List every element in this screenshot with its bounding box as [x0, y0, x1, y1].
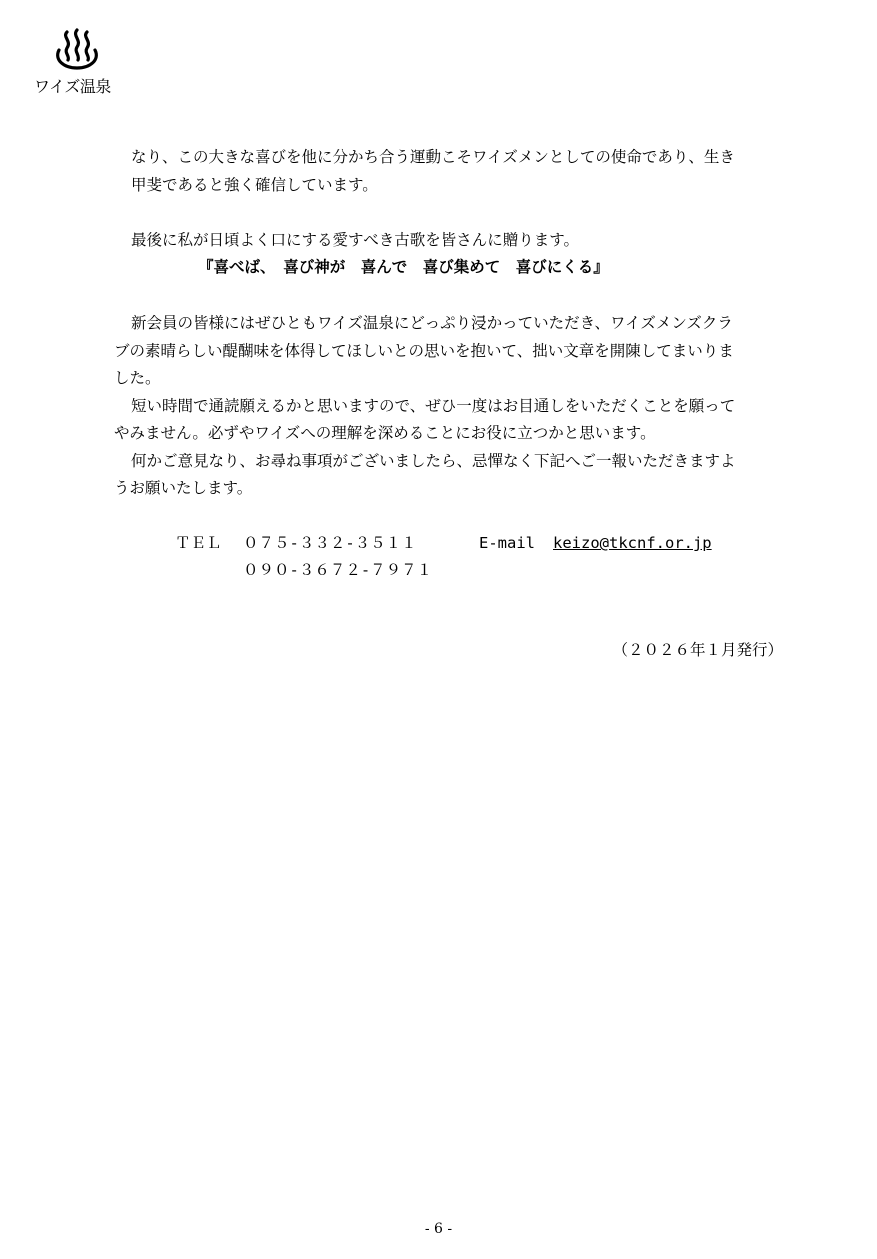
tel-label: ＴＥＬ — [175, 534, 222, 552]
paragraph-4-line-2: やみません。必ずやワイズへの理解を深めることにお役に立つかと思います。 — [114, 424, 656, 442]
email-label: E-mail — [479, 534, 535, 552]
issued-date: （２０２６年１月発行） — [612, 641, 783, 659]
paragraph-5-line-1: 何かご意見なり、お尋ね事項がございましたら、忌憚なく下記へご一報いただきますよ — [131, 452, 736, 470]
logo-text: ワイズ温泉 — [34, 77, 111, 96]
tel-1: ０７５-３３２-３５１１ — [243, 534, 417, 552]
email-link[interactable]: keizo@tkcnf.or.jp — [553, 534, 712, 552]
page-number: - 6 - — [424, 1221, 453, 1237]
paragraph-3-line-2: ブの素晴らしい醍醐味を体得してほしいとの思いを抱いて、拙い文章を開陳してまいりま — [114, 342, 734, 360]
paragraph-5-line-2: うお願いたします。 — [114, 479, 253, 497]
logo — [34, 28, 124, 94]
paragraph-3-line-1: 新会員の皆様にはぜひともワイズ温泉にどっぷり浸かっていただき、ワイズメンズクラ — [131, 314, 733, 332]
tel-2: ０９０-３６７２-７９７１ — [243, 561, 433, 579]
paragraph-1-line-1: なり、この大きな喜びを他に分かち合う運動こそワイズメンとしての使命であり、生き — [131, 148, 735, 166]
paragraph-2-line-1: 最後に私が日頃よく口にする愛すべき古歌を皆さんに贈ります。 — [131, 231, 579, 249]
paragraph-4-line-1: 短い時間で通読願えるかと思いますので、ぜひ一度はお目通しをいただくことを願って — [131, 397, 736, 415]
paragraph-1-line-2: 甲斐であると強く確信しています。 — [131, 176, 378, 194]
paragraph-3-line-3: した。 — [114, 369, 161, 387]
poem: 『喜べば、 喜び神が 喜んで 喜び集めて 喜びにくる』 — [198, 257, 609, 276]
hot-spring-icon — [54, 28, 100, 70]
